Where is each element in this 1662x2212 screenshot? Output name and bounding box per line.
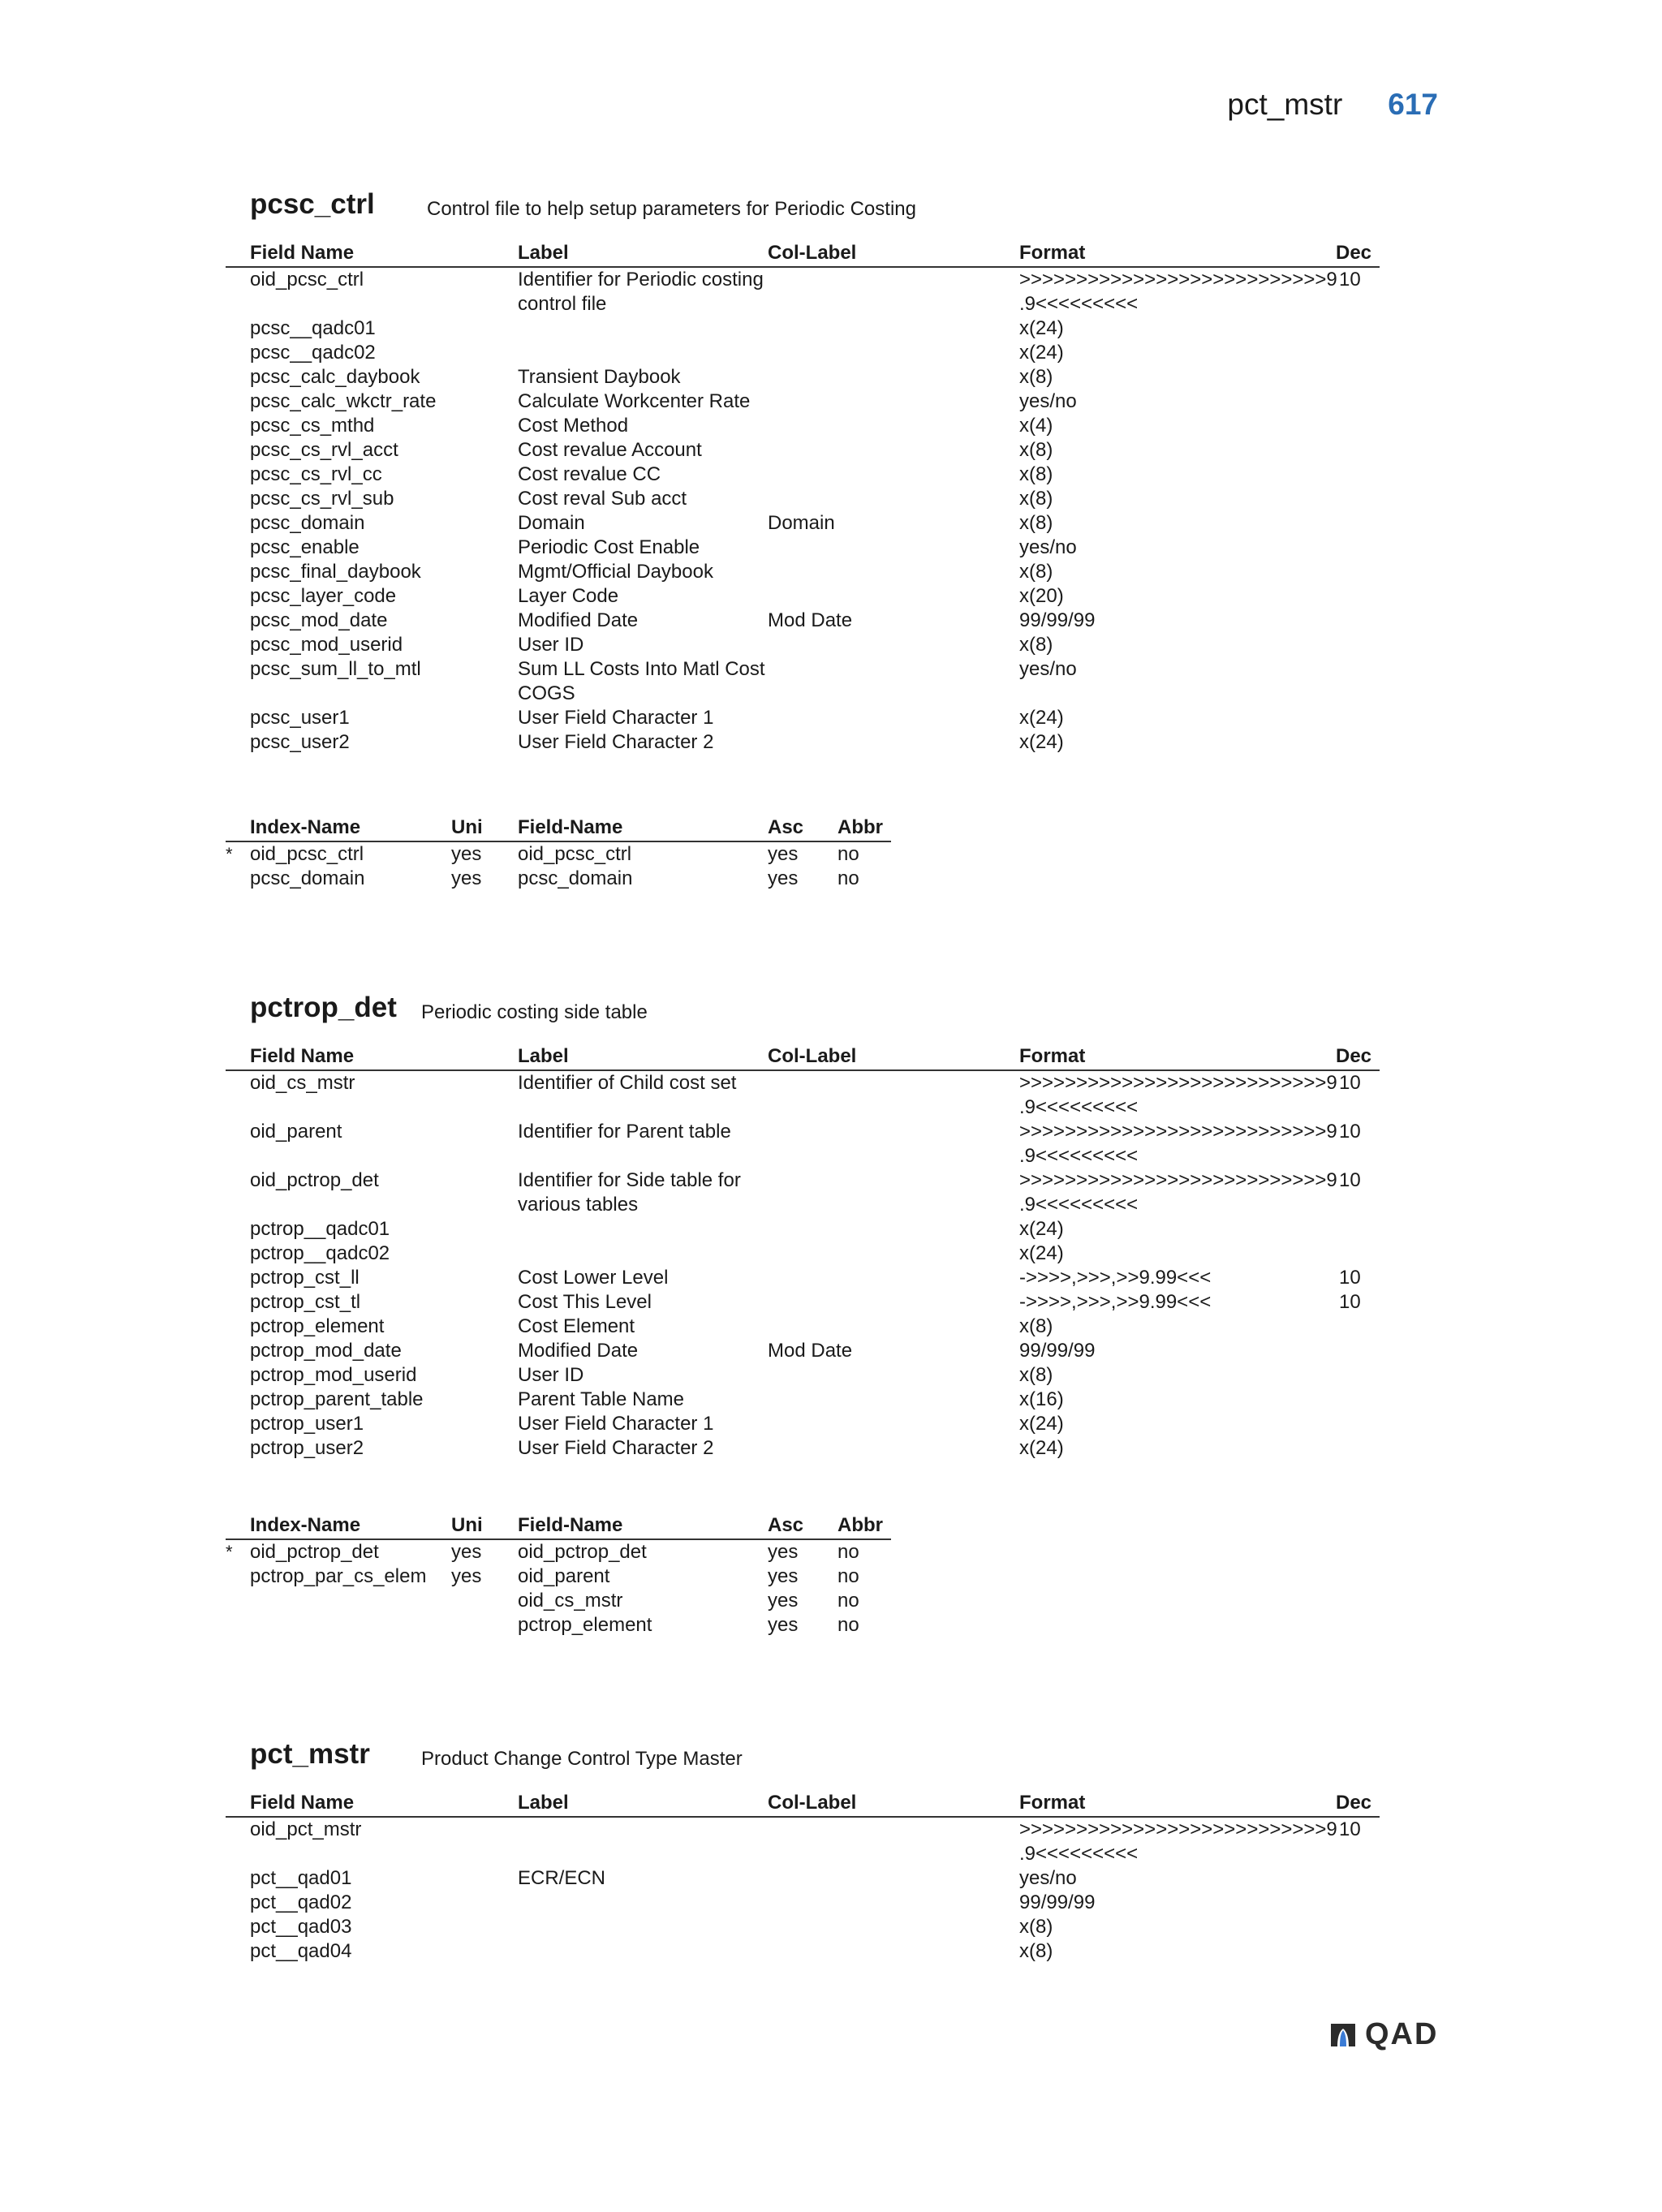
asc-cell: yes (768, 867, 799, 889)
dec-cell: 10 (1339, 1169, 1361, 1191)
col-header-index-name: Index-Name (250, 1514, 361, 1536)
col-label-cell: Domain (768, 512, 835, 534)
label-cell: Domain (518, 512, 585, 534)
section-description: Periodic costing side table (421, 1001, 648, 1023)
dec-cell: 10 (1339, 1818, 1361, 1840)
field-name-cell: pcsc_calc_daybook (250, 366, 420, 388)
field-table (226, 1792, 1380, 1964)
col-header-dec: Dec (1336, 1792, 1372, 1814)
col-header-col-label: Col-Label (768, 1045, 857, 1067)
col-header-label: Label (518, 1792, 569, 1814)
field-name-cell: oid_pcsc_ctrl (518, 843, 632, 865)
table-row (226, 1866, 1380, 1891)
label-cell: Mgmt/Official Daybook (518, 561, 713, 583)
label-cell: User Field Character 1 (518, 707, 714, 729)
label-cell: Calculate Workcenter Rate (518, 390, 751, 412)
index-table-body (226, 1540, 891, 1637)
primary-index-marker: * (226, 1542, 233, 1562)
format-cell: x(24) (1019, 342, 1064, 364)
format-cell: x(24) (1019, 1218, 1064, 1240)
field-table-header (226, 242, 1380, 268)
col-header-col-label: Col-Label (768, 1792, 857, 1814)
col-label-cell: Mod Date (768, 609, 853, 631)
qad-logo-text: QAD (1365, 2017, 1439, 2051)
format-cell: x(24) (1019, 707, 1064, 729)
table-row (226, 1315, 1380, 1339)
field-name-cell: pctrop__qadc01 (250, 1218, 390, 1240)
table-row (226, 1363, 1380, 1388)
field-name-cell: oid_pctrop_det (518, 1541, 647, 1563)
index-table (226, 816, 891, 891)
field-table (226, 1045, 1380, 1461)
field-name-cell: oid_pcsc_ctrl (250, 269, 364, 290)
table-row (226, 268, 1380, 316)
label-cell: Transient Daybook (518, 366, 681, 388)
format-cell: >>>>>>>>>>>>>>>>>>>>>>>>>>>9 .9<<<<<<<<< (1019, 1072, 1337, 1118)
table-row (226, 1168, 1380, 1217)
field-name-cell: pcsc_domain (518, 867, 633, 889)
field-name-cell: pcsc_final_daybook (250, 561, 421, 583)
table-row (226, 1412, 1380, 1436)
asc-cell: yes (768, 843, 799, 865)
label-cell: User Field Character 2 (518, 731, 714, 753)
field-table (226, 242, 1380, 755)
format-cell: yes/no (1019, 390, 1077, 412)
col-header-label: Label (518, 242, 569, 264)
dec-cell: 10 (1339, 1267, 1361, 1289)
field-table-body (226, 1071, 1380, 1461)
label-cell: User ID (518, 1364, 584, 1386)
format-cell: x(24) (1019, 317, 1064, 339)
section-title: pct_mstr (250, 1738, 370, 1770)
format-cell: x(8) (1019, 634, 1053, 656)
table-row (226, 1891, 1380, 1915)
format-cell: >>>>>>>>>>>>>>>>>>>>>>>>>>>9 .9<<<<<<<<< (1019, 269, 1337, 315)
format-cell: yes/no (1019, 1867, 1077, 1889)
index-table-header (226, 816, 891, 842)
format-cell: x(8) (1019, 366, 1053, 388)
table-row (226, 1071, 1380, 1120)
field-name-cell: pct__qad03 (250, 1916, 352, 1938)
field-name-cell: pcsc_user1 (250, 707, 350, 729)
format-cell: 99/99/99 (1019, 1891, 1096, 1913)
table-row (226, 584, 1380, 609)
label-cell: Layer Code (518, 585, 619, 607)
table-row (226, 536, 1380, 560)
format-cell: x(4) (1019, 415, 1053, 437)
col-header-field-name: Field Name (250, 242, 355, 264)
table-row (226, 706, 1380, 730)
table-row (226, 1217, 1380, 1242)
section-title: pctrop_det (250, 992, 397, 1023)
field-name-cell: pcsc_mod_userid (250, 634, 403, 656)
index-table-body (226, 842, 891, 891)
field-name-cell: oid_cs_mstr (518, 1590, 623, 1612)
field-name-cell: pctrop_element (518, 1614, 652, 1636)
label-cell: ECR/ECN (518, 1867, 606, 1889)
col-header-abbr: Abbr (837, 816, 883, 838)
col-header-index-name: Index-Name (250, 816, 361, 838)
format-cell: ->>>>,>>>,>>9.99<<< (1019, 1267, 1212, 1289)
label-cell: Parent Table Name (518, 1388, 685, 1410)
format-cell: yes/no (1019, 536, 1077, 558)
label-cell: Cost This Level (518, 1291, 652, 1313)
table-row (226, 365, 1380, 389)
field-name-cell: pctrop_element (250, 1315, 385, 1337)
primary-index-marker: * (226, 844, 233, 864)
table-row (226, 609, 1380, 633)
field-name-cell: pctrop_mod_userid (250, 1364, 417, 1386)
label-cell: Cost revalue Account (518, 439, 702, 461)
field-name-cell: pctrop_parent_table (250, 1388, 424, 1410)
format-cell: x(24) (1019, 1437, 1064, 1459)
label-cell: Identifier for Parent table (518, 1121, 731, 1143)
field-name-cell: pctrop_cst_tl (250, 1291, 361, 1313)
table-row (226, 1242, 1380, 1266)
label-cell: Identifier for Side table for various tables (518, 1169, 741, 1216)
table-row (226, 463, 1380, 487)
index-table (226, 1514, 891, 1637)
index-table-header (226, 1514, 891, 1540)
label-cell: Cost reval Sub acct (518, 488, 687, 510)
field-name-cell: oid_pctrop_det (250, 1169, 379, 1191)
asc-cell: yes (768, 1541, 799, 1563)
qad-logo (1328, 2017, 1438, 2052)
index-name-cell: pctrop_par_cs_elem (250, 1565, 427, 1587)
col-header-field-name: Field-Name (518, 1514, 623, 1536)
table-row (226, 1266, 1380, 1290)
col-header-field-name: Field Name (250, 1792, 355, 1814)
field-name-cell: pcsc_user2 (250, 731, 350, 753)
field-name-cell: pcsc_enable (250, 536, 360, 558)
table-row (226, 1388, 1380, 1412)
field-table-header (226, 1045, 1380, 1071)
table-row (226, 1339, 1380, 1363)
uni-cell: yes (451, 867, 482, 889)
format-cell: x(24) (1019, 1242, 1064, 1264)
index-row (226, 842, 891, 867)
section-description: Control file to help setup parameters for Periodic Costing (427, 198, 916, 220)
field-name-cell: pctrop_cst_ll (250, 1267, 360, 1289)
col-header-uni: Uni (451, 1514, 483, 1536)
label-cell: User Field Character 1 (518, 1413, 714, 1435)
running-header-title: pct_mstr (1227, 88, 1343, 121)
label-cell: User ID (518, 634, 584, 656)
col-header-format: Format (1019, 242, 1086, 264)
format-cell: 99/99/99 (1019, 609, 1096, 631)
label-cell: Identifier for Periodic costing control file (518, 269, 764, 315)
page-number: 617 (1388, 88, 1438, 121)
uni-cell: yes (451, 843, 482, 865)
format-cell: x(24) (1019, 1413, 1064, 1435)
label-cell: Modified Date (518, 1340, 639, 1362)
dec-cell: 10 (1339, 269, 1361, 290)
label-cell: Sum LL Costs Into Matl Cost COGS (518, 658, 765, 704)
format-cell: >>>>>>>>>>>>>>>>>>>>>>>>>>>9 .9<<<<<<<<< (1019, 1169, 1337, 1216)
table-row (226, 1290, 1380, 1315)
index-name-cell: oid_pctrop_det (250, 1541, 379, 1563)
dec-cell: 10 (1339, 1121, 1361, 1143)
col-header-format: Format (1019, 1792, 1086, 1814)
format-cell: x(8) (1019, 561, 1053, 583)
abbr-cell: no (837, 1590, 859, 1612)
table-row (226, 1818, 1380, 1866)
field-name-cell: pct__qad01 (250, 1867, 352, 1889)
col-header-col-label: Col-Label (768, 242, 857, 264)
index-row (226, 867, 891, 891)
label-cell: Periodic Cost Enable (518, 536, 700, 558)
uni-cell: yes (451, 1565, 482, 1587)
table-row (226, 438, 1380, 463)
field-name-cell: pcsc_cs_mthd (250, 415, 375, 437)
format-cell: x(8) (1019, 488, 1053, 510)
col-header-dec: Dec (1336, 242, 1372, 264)
label-cell: Cost Element (518, 1315, 635, 1337)
field-name-cell: oid_parent (250, 1121, 342, 1143)
label-cell: Cost revalue CC (518, 463, 661, 485)
label-cell: Cost Method (518, 415, 629, 437)
field-table-header (226, 1792, 1380, 1818)
table-row (226, 414, 1380, 438)
table-row (226, 511, 1380, 536)
table-row (226, 657, 1380, 706)
field-name-cell: oid_pct_mstr (250, 1818, 362, 1840)
field-name-cell: pcsc_domain (250, 512, 365, 534)
table-row (226, 487, 1380, 511)
table-row (226, 1120, 1380, 1168)
format-cell: x(16) (1019, 1388, 1064, 1410)
asc-cell: yes (768, 1590, 799, 1612)
format-cell: x(20) (1019, 585, 1064, 607)
field-name-cell: pcsc_cs_rvl_sub (250, 488, 394, 510)
table-row (226, 1436, 1380, 1461)
table-row (226, 316, 1380, 341)
format-cell: ->>>>,>>>,>>9.99<<< (1019, 1291, 1212, 1313)
field-name-cell: pctrop__qadc02 (250, 1242, 390, 1264)
format-cell: x(8) (1019, 1916, 1053, 1938)
table-row (226, 1939, 1380, 1964)
format-cell: 99/99/99 (1019, 1340, 1096, 1362)
field-name-cell: oid_parent (518, 1565, 610, 1587)
table-row (226, 1915, 1380, 1939)
field-name-cell: oid_cs_mstr (250, 1072, 355, 1094)
label-cell: Cost Lower Level (518, 1267, 669, 1289)
col-header-dec: Dec (1336, 1045, 1372, 1067)
dec-cell: 10 (1339, 1291, 1361, 1313)
label-cell: Modified Date (518, 609, 639, 631)
format-cell: x(8) (1019, 463, 1053, 485)
format-cell: x(8) (1019, 512, 1053, 534)
field-name-cell: pctrop_user1 (250, 1413, 364, 1435)
table-row (226, 341, 1380, 365)
format-cell: x(8) (1019, 439, 1053, 461)
format-cell: >>>>>>>>>>>>>>>>>>>>>>>>>>>9 .9<<<<<<<<< (1019, 1121, 1337, 1167)
asc-cell: yes (768, 1614, 799, 1636)
field-name-cell: pct__qad04 (250, 1940, 352, 1962)
field-name-cell: pcsc__qadc02 (250, 342, 376, 364)
abbr-cell: no (837, 1614, 859, 1636)
abbr-cell: no (837, 1541, 859, 1563)
field-table-body (226, 1818, 1380, 1964)
col-header-asc: Asc (768, 816, 804, 838)
table-row (226, 389, 1380, 414)
qad-logo-icon (1328, 2020, 1358, 2050)
dec-cell: 10 (1339, 1072, 1361, 1094)
col-header-field-name: Field Name (250, 1045, 355, 1067)
index-name-cell: pcsc_domain (250, 867, 365, 889)
index-row (226, 1589, 891, 1613)
label-cell: Identifier of Child cost set (518, 1072, 737, 1094)
field-name-cell: pctrop_mod_date (250, 1340, 402, 1362)
field-table-body (226, 268, 1380, 755)
table-row (226, 560, 1380, 584)
col-header-format: Format (1019, 1045, 1086, 1067)
col-label-cell: Mod Date (768, 1340, 853, 1362)
field-name-cell: pcsc__qadc01 (250, 317, 376, 339)
format-cell: x(8) (1019, 1364, 1053, 1386)
col-header-field-name: Field-Name (518, 816, 623, 838)
format-cell: x(8) (1019, 1315, 1053, 1337)
field-name-cell: pctrop_user2 (250, 1437, 364, 1459)
section-description: Product Change Control Type Master (421, 1748, 743, 1770)
col-header-label: Label (518, 1045, 569, 1067)
index-row (226, 1564, 891, 1589)
format-cell: >>>>>>>>>>>>>>>>>>>>>>>>>>>9 .9<<<<<<<<< (1019, 1818, 1337, 1865)
page-header (1227, 88, 1438, 122)
format-cell: x(8) (1019, 1940, 1053, 1962)
field-name-cell: pct__qad02 (250, 1891, 352, 1913)
section-title: pcsc_ctrl (250, 188, 375, 220)
format-cell: x(24) (1019, 731, 1064, 753)
col-header-asc: Asc (768, 1514, 804, 1536)
index-name-cell: oid_pcsc_ctrl (250, 843, 364, 865)
abbr-cell: no (837, 843, 859, 865)
col-header-uni: Uni (451, 816, 483, 838)
index-row (226, 1613, 891, 1637)
label-cell: User Field Character 2 (518, 1437, 714, 1459)
abbr-cell: no (837, 1565, 859, 1587)
asc-cell: yes (768, 1565, 799, 1587)
format-cell: yes/no (1019, 658, 1077, 680)
index-row (226, 1540, 891, 1564)
field-name-cell: pcsc_sum_ll_to_mtl (250, 658, 421, 680)
uni-cell: yes (451, 1541, 482, 1563)
table-row (226, 730, 1380, 755)
field-name-cell: pcsc_cs_rvl_acct (250, 439, 398, 461)
field-name-cell: pcsc_calc_wkctr_rate (250, 390, 437, 412)
col-header-abbr: Abbr (837, 1514, 883, 1536)
field-name-cell: pcsc_cs_rvl_cc (250, 463, 382, 485)
table-row (226, 633, 1380, 657)
abbr-cell: no (837, 867, 859, 889)
field-name-cell: pcsc_layer_code (250, 585, 397, 607)
field-name-cell: pcsc_mod_date (250, 609, 388, 631)
